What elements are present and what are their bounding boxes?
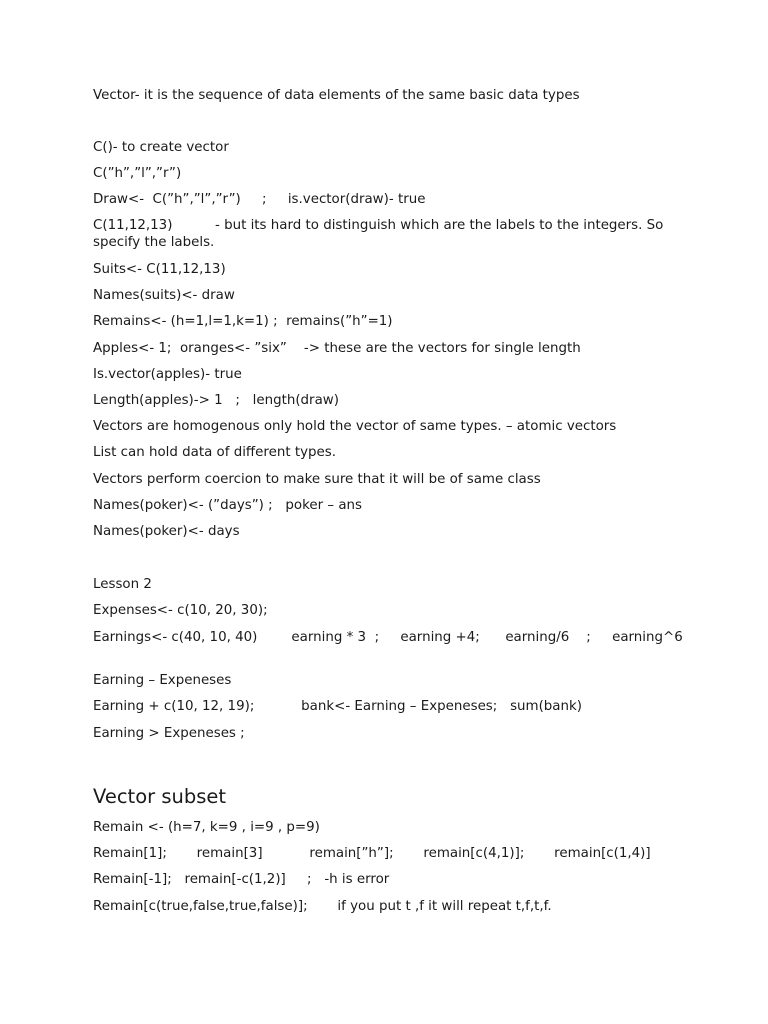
text-line-expenses: Expenses<- c(10, 20, 30); [93,603,268,618]
text-line-length: Length(apples)-> 1 ; length(draw) [93,393,339,408]
lesson-label: Lesson 2 [93,577,152,592]
text-line-homogenous: Vectors are homogenous only hold the vector of same types. – atomic vectors [93,419,617,434]
text-line-remain-index: Remain[1]; remain[3] remain[”h”]; remain[c(4,1)]; remain[c(1,4)] [93,846,651,861]
text-line-apples: Apples<- 1; oranges<- ”six” -> these are the vectors for single length [93,341,581,356]
text-line-remains: Remains<- (h=1,l=1,k=1) ; remains(”h”=1) [93,314,393,329]
text-line-list: List can hold data of different types. [93,445,336,460]
text-line-labels-note: C(11,12,13) - but its hard to distinguish which are the labels to the integers. So specify the labels. [93,218,668,250]
text-line-remain-def: Remain <- (h=7, k=9 , i=9 , p=9) [93,820,320,835]
text-line-coercion: Vectors perform coercion to make sure that it will be of same class [93,472,541,487]
text-line-draw: Draw<- C(”h”,”l”,”r”) ; is.vector(draw)- true [93,192,426,207]
text-line-remain-negative: Remain[-1]; remain[-c(1,2)] ; -h is error [93,872,390,887]
text-line-vector-definition: Vector- it is the sequence of data elements of the same basic data types [93,88,580,103]
text-line-remain-logical: Remain[c(true,false,true,false)]; if you put t ,f it will repeat t,f,t,f. [93,899,552,914]
text-line-earnings: Earnings<- c(40, 10, 40) earning * 3 ; earning +4; earning/6 ; earning^6 [93,630,683,645]
text-line-c-create: C()- to create vector [93,140,229,155]
text-line-earning-minus: Earning – Expeneses [93,673,232,688]
text-line-names-poker: Names(poker)<- (”days”) ; poker – ans [93,498,363,513]
text-line-names-suits: Names(suits)<- draw [93,288,235,303]
text-line-c-hlr: C(”h”,”l”,”r”) [93,166,182,181]
text-line-earning-plus: Earning + c(10, 12, 19); bank<- Earning – Expeneses; sum(bank) [93,699,582,714]
text-line-is-vector: Is.vector(apples)- true [93,367,242,382]
text-line-suits: Suits<- C(11,12,13) [93,262,226,277]
section-heading-vector-subset: Vector subset [93,785,227,808]
text-line-earning-greater: Earning > Expeneses ; [93,726,245,741]
text-line-names-poker-days: Names(poker)<- days [93,524,240,539]
